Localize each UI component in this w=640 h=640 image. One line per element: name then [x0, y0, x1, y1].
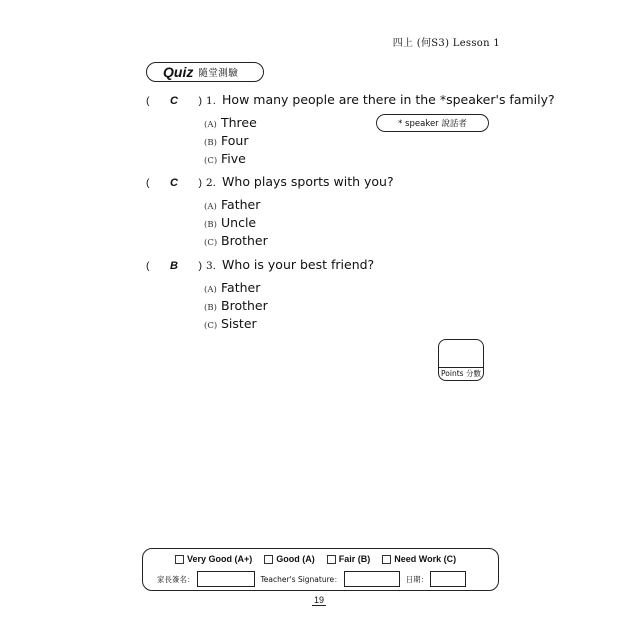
paren-open: (: [146, 260, 150, 272]
option-letter: (B): [204, 220, 217, 230]
rating-fair[interactable]: [327, 554, 371, 564]
answer-value: C: [170, 177, 178, 189]
paren-open: (: [146, 177, 150, 189]
rating-label: Fair (B): [338, 554, 371, 564]
paren-open: (: [146, 95, 150, 107]
option-text: Sister: [221, 316, 257, 331]
option-letter: (C): [204, 321, 218, 331]
answer-slot[interactable]: [146, 95, 202, 107]
signature-row: [157, 571, 472, 587]
option-c: [204, 151, 555, 169]
option-letter: (A): [204, 202, 217, 212]
checkbox-icon[interactable]: [327, 555, 336, 564]
question-text: How many people are there in the *speaker's family?: [222, 92, 555, 107]
option-letter: (C): [204, 156, 218, 166]
option-b: [204, 133, 555, 151]
question-1: [146, 92, 555, 169]
option-text: Four: [221, 133, 249, 148]
option-text: Five: [221, 151, 246, 166]
quiz-title: Quiz: [163, 64, 194, 80]
vocab-note: * speaker 說話者: [376, 114, 489, 132]
option-letter: (C): [204, 238, 218, 248]
paren-close: ): [198, 177, 202, 189]
option-letter: (B): [204, 303, 217, 313]
page-number: 19: [314, 595, 325, 605]
parent-signature-label: 家長簽名：: [157, 574, 195, 584]
parent-signature-field[interactable]: [197, 571, 255, 587]
question-number: 2.: [206, 177, 217, 189]
rating-label: Good (A): [276, 554, 315, 564]
date-field[interactable]: [430, 571, 466, 587]
option-letter: (A): [204, 120, 217, 130]
option-b: [204, 298, 374, 316]
option-c: [204, 233, 394, 251]
option-text: Father: [221, 280, 261, 295]
checkbox-icon[interactable]: [264, 555, 273, 564]
answer-slot[interactable]: [146, 177, 202, 189]
rating-need-work[interactable]: [382, 554, 456, 564]
option-text: Three: [221, 115, 257, 130]
rating-good[interactable]: [264, 554, 315, 564]
option-c: [204, 316, 374, 334]
evaluation-box: [142, 548, 499, 591]
option-a: [204, 197, 394, 215]
teacher-signature-field[interactable]: [344, 571, 400, 587]
teacher-signature-label: Teacher's Signature：: [260, 574, 342, 584]
question-text: Who plays sports with you?: [222, 174, 394, 189]
answer-slot[interactable]: [146, 260, 202, 272]
option-text: Uncle: [221, 215, 257, 230]
answer-value: B: [170, 260, 178, 272]
question-2: [146, 174, 394, 251]
quiz-subtitle: 隨堂測驗: [198, 68, 239, 79]
question-text: Who is your best friend?: [222, 257, 375, 272]
quiz-badge: [146, 62, 264, 82]
checkbox-icon[interactable]: [382, 555, 391, 564]
option-text: Brother: [221, 298, 268, 313]
option-b: [204, 215, 394, 233]
paren-close: ): [198, 95, 202, 107]
question-3: [146, 257, 374, 334]
rating-options: [175, 554, 456, 564]
question-number: 1.: [206, 95, 217, 107]
date-label: 日期：: [405, 574, 429, 584]
checkbox-icon[interactable]: [175, 555, 184, 564]
answer-value: C: [170, 95, 178, 107]
option-text: Brother: [221, 233, 268, 248]
page-header: 四上 (何S3) Lesson 1: [392, 38, 500, 49]
points-box[interactable]: [438, 339, 484, 381]
points-label: Points 分數: [441, 369, 481, 378]
option-letter: (A): [204, 285, 217, 295]
rating-label: Need Work (C): [394, 554, 457, 564]
rating-very-good[interactable]: [175, 554, 252, 564]
option-text: Father: [221, 197, 261, 212]
option-a: [204, 280, 374, 298]
question-number: 3.: [206, 260, 217, 272]
rating-label: Very Good (A+): [187, 554, 253, 564]
paren-close: ): [198, 260, 202, 272]
option-letter: (B): [204, 138, 217, 148]
